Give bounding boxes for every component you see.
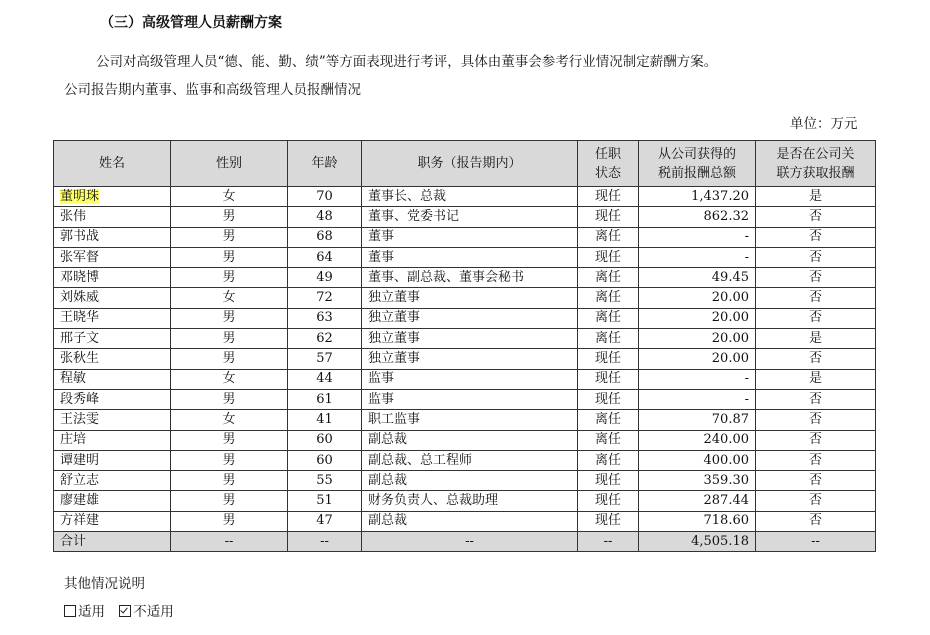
cell-age: 49 (288, 268, 362, 288)
cell-gender: 女 (171, 288, 288, 308)
cell-age: 72 (288, 288, 362, 308)
checkbox-not-applicable[interactable] (119, 605, 131, 617)
cell-position: 副总裁、总工程师 (362, 450, 578, 470)
cell-position: 独立董事 (362, 329, 578, 349)
cell-position: 副总裁 (362, 511, 578, 531)
cell-pay: 20.00 (639, 349, 756, 369)
highlighted-name: 董明珠 (60, 188, 100, 204)
table-row (54, 247, 876, 267)
cell-name: 王晓华 (54, 308, 171, 328)
cell-related: 否 (756, 511, 876, 531)
cell-position: 监事 (362, 369, 578, 389)
table-row (54, 268, 876, 288)
cell-gender: 男 (171, 268, 288, 288)
table-row (54, 187, 876, 207)
cell-related: 否 (756, 389, 876, 409)
cell-position: 董事、副总裁、董事会秘书 (362, 268, 578, 288)
cell-name: 舒立志 (54, 471, 171, 491)
checkbox-applicable[interactable] (64, 605, 76, 617)
intro-paragraph: 公司对高级管理人员“德、能、勤、绩”等方面表现进行考评，具体由董事会参考行业情况制定薪酬方案。 (96, 54, 718, 70)
total-status: -- (578, 532, 639, 552)
cell-gender: 男 (171, 227, 288, 247)
cell-pay: 20.00 (639, 329, 756, 349)
cell-status: 现任 (578, 207, 639, 227)
cell-name: 张秋生 (54, 349, 171, 369)
cell-status: 现任 (578, 187, 639, 207)
cell-status: 离任 (578, 288, 639, 308)
cell-age: 68 (288, 227, 362, 247)
total-position: -- (362, 532, 578, 552)
cell-gender: 男 (171, 511, 288, 531)
cell-gender: 女 (171, 410, 288, 430)
cell-age: 48 (288, 207, 362, 227)
cell-pay: 240.00 (639, 430, 756, 450)
cell-name: 张伟 (54, 207, 171, 227)
cell-gender: 男 (171, 308, 288, 328)
cell-gender: 男 (171, 329, 288, 349)
cell-related: 否 (756, 288, 876, 308)
cell-pay: 70.87 (639, 410, 756, 430)
cell-age: 61 (288, 389, 362, 409)
cell-related: 否 (756, 308, 876, 328)
table-row (54, 410, 876, 430)
table-row (54, 349, 876, 369)
option-not-applicable-label: 不适用 (133, 604, 174, 620)
cell-gender: 男 (171, 471, 288, 491)
cell-pay: 359.30 (639, 471, 756, 491)
cell-age: 44 (288, 369, 362, 389)
cell-position: 董事、党委书记 (362, 207, 578, 227)
table-body (54, 187, 876, 552)
cell-age: 62 (288, 329, 362, 349)
cell-gender: 男 (171, 389, 288, 409)
cell-name (54, 187, 171, 207)
cell-gender: 男 (171, 207, 288, 227)
table-row (54, 207, 876, 227)
table-row (54, 450, 876, 470)
table-row (54, 308, 876, 328)
cell-related: 否 (756, 207, 876, 227)
cell-related: 是 (756, 329, 876, 349)
cell-age: 57 (288, 349, 362, 369)
header-status-line2: 状态 (594, 165, 621, 181)
cell-age: 47 (288, 511, 362, 531)
cell-related: 否 (756, 450, 876, 470)
cell-position: 独立董事 (362, 349, 578, 369)
cell-name: 廖建雄 (54, 491, 171, 511)
header-age: 年龄 (288, 141, 362, 187)
cell-related: 是 (756, 369, 876, 389)
cell-related: 否 (756, 227, 876, 247)
total-age: -- (288, 532, 362, 552)
cell-gender: 女 (171, 187, 288, 207)
other-info-label: 其他情况说明 (64, 576, 145, 592)
cell-name: 郭书战 (54, 227, 171, 247)
total-label: 合计 (54, 532, 171, 552)
cell-related: 是 (756, 187, 876, 207)
table-row (54, 511, 876, 531)
header-pay-line1: 从公司获得的 (657, 146, 736, 162)
cell-status: 现任 (578, 491, 639, 511)
header-status-line1: 任职 (594, 146, 621, 162)
cell-position: 副总裁 (362, 471, 578, 491)
cell-status: 离任 (578, 268, 639, 288)
cell-position: 董事长、总裁 (362, 187, 578, 207)
cell-related: 否 (756, 247, 876, 267)
cell-position: 董事 (362, 227, 578, 247)
cell-gender: 男 (171, 450, 288, 470)
header-gender: 性别 (171, 141, 288, 187)
section-heading: （三）高级管理人员薪酬方案 (100, 15, 282, 31)
cell-status: 离任 (578, 227, 639, 247)
table-row (54, 288, 876, 308)
cell-position: 独立董事 (362, 288, 578, 308)
applicability-options (64, 600, 184, 620)
cell-name: 程敏 (54, 369, 171, 389)
cell-age: 63 (288, 308, 362, 328)
cell-pay: - (639, 389, 756, 409)
table-row (54, 329, 876, 349)
header-pay (639, 141, 756, 187)
header-name: 姓名 (54, 141, 171, 187)
cell-status: 现任 (578, 511, 639, 531)
cell-name: 张军督 (54, 247, 171, 267)
cell-position: 财务负责人、总裁助理 (362, 491, 578, 511)
cell-status: 离任 (578, 410, 639, 430)
header-pay-line2: 税前报酬总额 (657, 165, 736, 181)
cell-related: 否 (756, 471, 876, 491)
header-position: 职务（报告期内） (362, 141, 578, 187)
cell-age: 60 (288, 430, 362, 450)
cell-gender: 男 (171, 349, 288, 369)
header-status (578, 141, 639, 187)
total-related: -- (756, 532, 876, 552)
cell-gender: 男 (171, 491, 288, 511)
table-row (54, 389, 876, 409)
cell-pay: 20.00 (639, 308, 756, 328)
cell-name: 谭建明 (54, 450, 171, 470)
total-row (54, 532, 876, 552)
cell-pay: 862.32 (639, 207, 756, 227)
option-applicable[interactable] (64, 604, 109, 620)
cell-pay: 49.45 (639, 268, 756, 288)
cell-age: 51 (288, 491, 362, 511)
unit-label: 单位：万元 (790, 116, 858, 132)
cell-name: 邓晓博 (54, 268, 171, 288)
cell-status: 现任 (578, 471, 639, 491)
table-row (54, 227, 876, 247)
cell-name: 庄培 (54, 430, 171, 450)
cell-status: 离任 (578, 308, 639, 328)
header-related-line1: 是否在公司关 (776, 146, 855, 162)
cell-status: 离任 (578, 329, 639, 349)
cell-pay: 1,437.20 (639, 187, 756, 207)
cell-status: 现任 (578, 369, 639, 389)
cell-name: 段秀峰 (54, 389, 171, 409)
cell-status: 离任 (578, 430, 639, 450)
table-header-row (54, 141, 876, 187)
cell-pay: 287.44 (639, 491, 756, 511)
cell-status: 现任 (578, 389, 639, 409)
table-row (54, 471, 876, 491)
cell-related: 否 (756, 491, 876, 511)
cell-related: 否 (756, 410, 876, 430)
cell-name: 邢子文 (54, 329, 171, 349)
header-related (756, 141, 876, 187)
cell-position: 职工监事 (362, 410, 578, 430)
cell-related: 否 (756, 430, 876, 450)
cell-age: 60 (288, 450, 362, 470)
cell-related: 否 (756, 268, 876, 288)
cell-gender: 男 (171, 247, 288, 267)
cell-status: 现任 (578, 247, 639, 267)
cell-status: 现任 (578, 349, 639, 369)
cell-name: 方祥建 (54, 511, 171, 531)
table-row (54, 491, 876, 511)
cell-status: 离任 (578, 450, 639, 470)
total-gender: -- (171, 532, 288, 552)
table-title: 公司报告期内董事、监事和高级管理人员报酬情况 (64, 82, 361, 98)
compensation-table (53, 140, 876, 552)
total-pay: 4,505.18 (639, 532, 756, 552)
option-applicable-label: 适用 (78, 604, 105, 620)
option-not-applicable[interactable] (119, 604, 174, 620)
cell-age: 41 (288, 410, 362, 430)
cell-pay: 20.00 (639, 288, 756, 308)
cell-age: 70 (288, 187, 362, 207)
cell-related: 否 (756, 349, 876, 369)
header-related-line2: 联方获取报酬 (776, 165, 855, 181)
cell-pay: - (639, 369, 756, 389)
cell-pay: - (639, 227, 756, 247)
cell-position: 监事 (362, 389, 578, 409)
table-row (54, 430, 876, 450)
cell-pay: - (639, 247, 756, 267)
cell-age: 64 (288, 247, 362, 267)
table-row (54, 369, 876, 389)
cell-pay: 718.60 (639, 511, 756, 531)
cell-pay: 400.00 (639, 450, 756, 470)
cell-age: 55 (288, 471, 362, 491)
cell-gender: 女 (171, 369, 288, 389)
cell-position: 独立董事 (362, 308, 578, 328)
cell-position: 董事 (362, 247, 578, 267)
cell-position: 副总裁 (362, 430, 578, 450)
cell-gender: 男 (171, 430, 288, 450)
cell-name: 刘姝威 (54, 288, 171, 308)
cell-name: 王法雯 (54, 410, 171, 430)
